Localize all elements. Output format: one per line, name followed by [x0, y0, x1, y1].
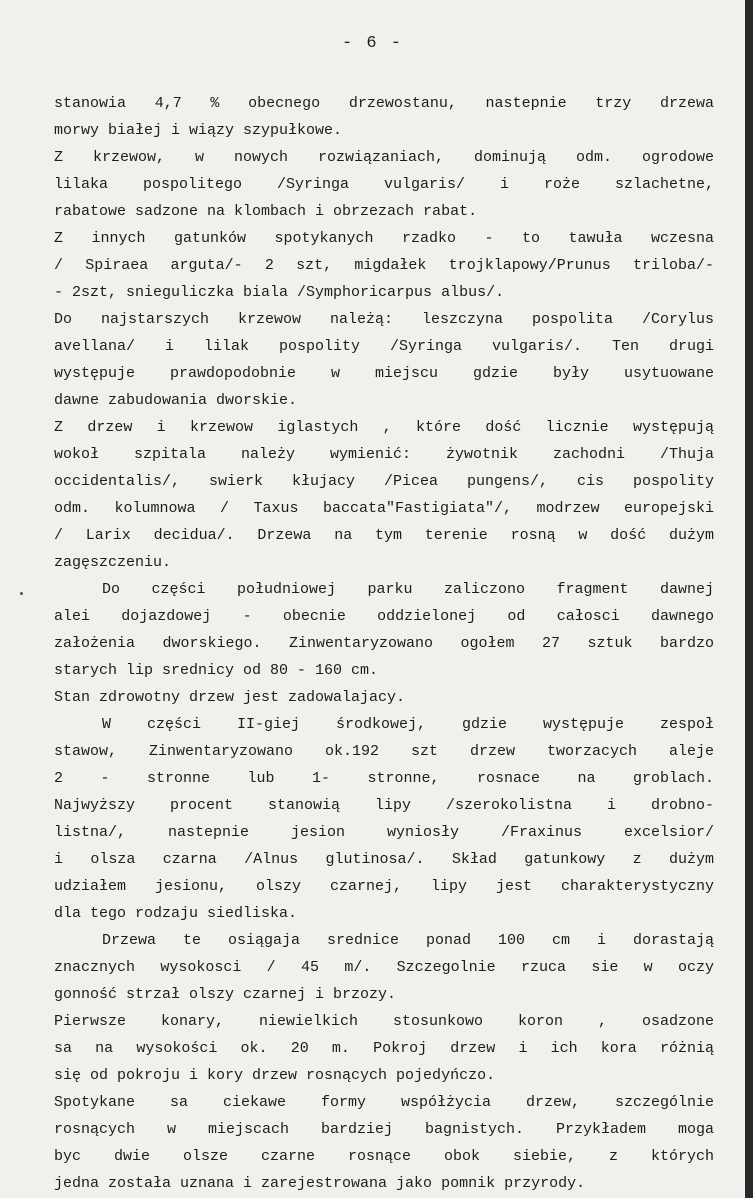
text-line: Z krzewow, w nowych rozwiązaniach, dominują odm. ogrodowe — [54, 149, 714, 166]
text-line: Drzewa te osiągaja srednice ponad 100 cm i dorastają — [102, 932, 714, 949]
text-line: byc dwie olsze czarne rosnące obok siebie, z których — [54, 1148, 714, 1165]
text-line: sa na wysokości ok. 20 m. Pokroj drzew i ich kora różnią — [54, 1040, 714, 1057]
text-line: odm. kolumnowa / Taxus baccata"Fastigiata"/, modrzew europejski — [54, 500, 714, 517]
text-line: Spotykane sa ciekawe formy współżycia drzew, szczególnie — [54, 1094, 714, 1111]
text-line: W części II-giej środkowej, gdzie występuje zespoł — [102, 716, 714, 733]
text-line: stanowia 4,7 % obecnego drzewostanu, nastepnie trzy drzewa — [54, 95, 714, 112]
text-line: Do części południowej parku zaliczono fragment dawnej — [102, 581, 714, 598]
text-line: occidentalis/, swierk kłujacy /Picea pungens/, cis pospolity — [54, 473, 714, 490]
text-line: morwy białej i wiązy szypułkowe. — [54, 122, 343, 139]
text-line: - 2szt, snieguliczka biala /Symphoricarpus albus/. — [54, 284, 505, 301]
text-line: zagęszczeniu. — [54, 554, 172, 571]
text-line: 2 - stronne lub 1- stronne, rosnace na groblach. — [54, 770, 714, 787]
text-line: dla tego rodzaju siedliska. — [54, 905, 298, 922]
text-line: / Larix decidua/. Drzewa na tym terenie rosną w dość dużym — [54, 527, 714, 544]
text-line: dawne zabudowania dworskie. — [54, 392, 298, 409]
text-line: Z innych gatunków spotykanych rzadko - to tawuła wczesna — [54, 230, 714, 247]
scan-edge — [745, 0, 753, 1198]
text-line: gonność strzał olszy czarnej i brzozy. — [54, 986, 397, 1003]
text-line: Z drzew i krzewow iglastych , które dość licznie występują — [54, 419, 714, 436]
text-line: listna/, nastepnie jesion wyniosły /Fraxinus excelsior/ — [54, 824, 714, 841]
text-line: założenia dworskiego. Zinwentaryzowano ogołem 27 sztuk bardzo — [54, 635, 714, 652]
page-number: - 6 - — [341, 34, 403, 53]
text-line: / Spiraea arguta/- 2 szt, migdałek trojklapowy/Prunus triloba/- — [54, 257, 714, 274]
text-line: avellana/ i lilak pospolity /Syringa vulgaris/. Ten drugi — [54, 338, 714, 355]
text-line: Najwyższy procent stanowią lipy /szerokolistna i drobno- — [54, 797, 714, 814]
text-line: stawow, Zinwentaryzowano ok.192 szt drzew tworzacych aleje — [54, 743, 714, 760]
body-text — [54, 90, 714, 1197]
text-line: Stan zdrowotny drzew jest zadowalajacy. — [54, 689, 406, 706]
text-line: Do najstarszych krzewow należą: leszczyna pospolita /Corylus — [54, 311, 714, 328]
text-line: lilaka pospolitego /Syringa vulgaris/ i roże szlachetne, — [54, 176, 714, 193]
text-line: wokoł szpitala należy wymienić: żywotnik zachodni /Thuja — [54, 446, 714, 463]
text-line: występuje prawdopodobnie w miejscu gdzie były usytuowane — [54, 365, 714, 382]
text-line: alei dojazdowej - obecnie oddzielonej od całosci dawnego — [54, 608, 714, 625]
text-line: znacznych wysokosci / 45 m/. Szczegolnie rzuca sie w oczy — [54, 959, 714, 976]
text-line: starych lip srednicy od 80 - 160 cm. — [54, 662, 379, 679]
text-line: udziałem jesionu, olszy czarnej, lipy jest charakterystyczny — [54, 878, 714, 895]
text-line: Pierwsze konary, niewielkich stosunkowo koron , osadzone — [54, 1013, 714, 1030]
text-line: i olsza czarna /Alnus glutinosa/. Skład gatunkowy z dużym — [54, 851, 714, 868]
text-line: rabatowe sadzone na klombach i obrzezach rabat. — [54, 203, 478, 220]
scan-speck — [20, 592, 23, 595]
text-line: się od pokroju i kory drzew rosnących pojedyńczo. — [54, 1067, 496, 1084]
text-line: jedna została uznana i zarejestrowana jako pomnik przyrody. — [54, 1175, 586, 1192]
text-line: rosnących w miejscach bardziej bagnistych. Przykładem moga — [54, 1121, 714, 1138]
